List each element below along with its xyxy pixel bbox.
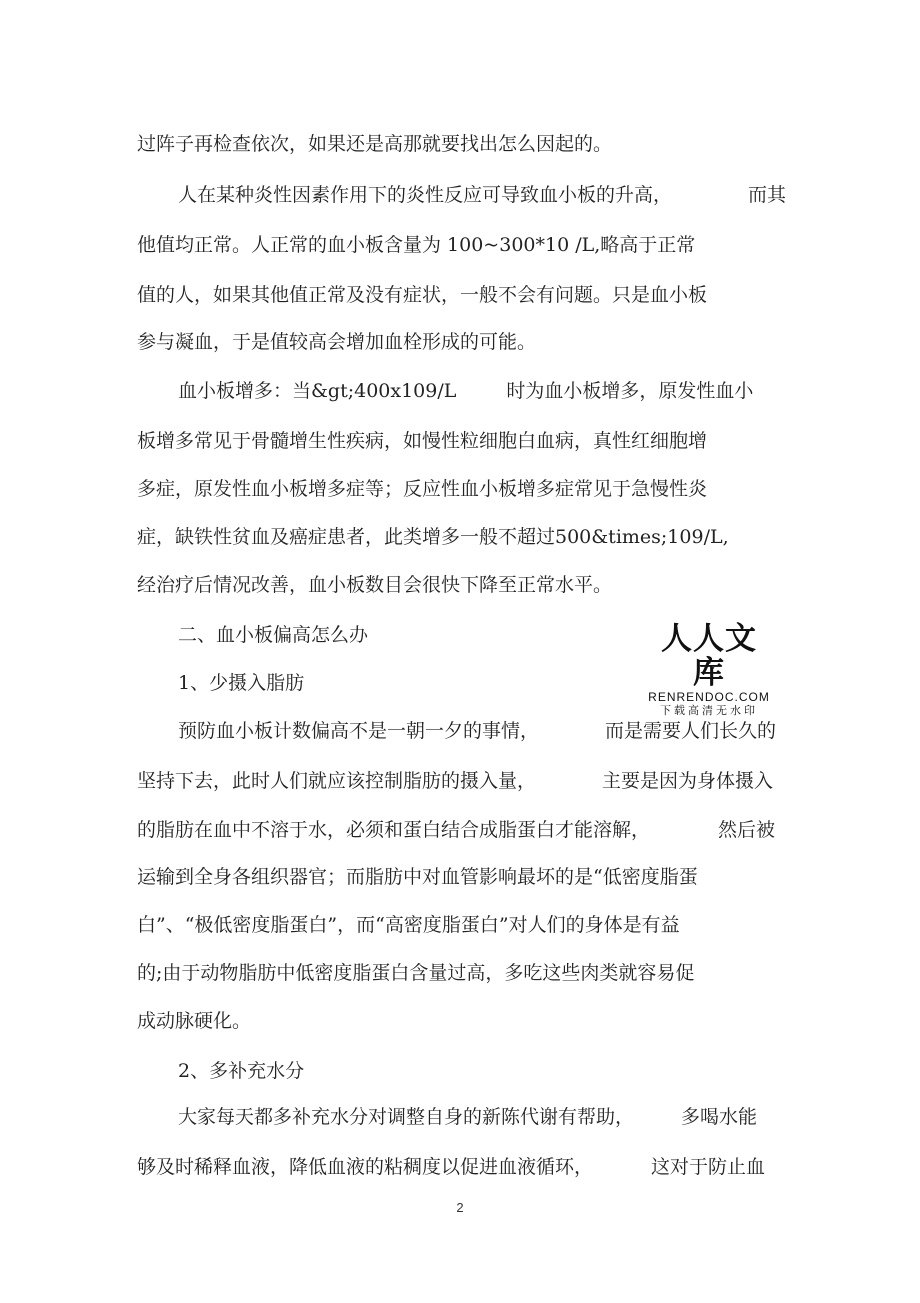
subsection-heading: 2、多补充水分: [178, 1060, 305, 1082]
watermark-url: RENRENDOC.COM: [648, 690, 770, 704]
watermark-subtitle: 下载高清无水印: [660, 704, 758, 717]
subsection-heading: 1、少摄入脂肪: [178, 672, 305, 694]
page-number: 2: [456, 1200, 464, 1215]
paragraph-line: 参与凝血，于是值较高会增加血栓形成的可能。: [137, 331, 537, 353]
paragraph-line: 多症，原发性血小板增多症等；反应性血小板增多症常见于急慢性炎: [137, 478, 708, 500]
paragraph-line: 坚持下去，此时人们就应该控制脂肪的摄入量， 主要是因为身体摄入: [137, 770, 774, 792]
paragraph-line: 的;由于动物脂肪中低密度脂蛋白含量过高，多吃这些肉类就容易促: [137, 962, 695, 984]
paragraph-line: 过阵子再检查依次，如果还是高那就要找出怎么因起的。: [137, 133, 613, 155]
paragraph-line: 运输到全身各组织器官；而脂肪中对血管影响最坏的是“低密度脂蛋: [137, 866, 698, 888]
paragraph-line: 板增多常见于骨髓增生性疾病，如慢性粒细胞白血病，真性红细胞增: [137, 430, 708, 452]
paragraph-line: 值的人，如果其他值正常及没有症状，一般不会有问题。只是血小板: [137, 284, 708, 306]
renrendoc-watermark: [646, 622, 772, 718]
paragraph-line: 够及时稀释血液，降低血液的粘稠度以促进血液循环， 这对于防止血: [137, 1156, 766, 1178]
paragraph-line: 大家每天都多补充水分对调整自身的新陈代谢有帮助， 多喝水能: [178, 1106, 758, 1128]
paragraph-line: 的脂肪在血中不溶于水，必须和蛋白结合成脂蛋白才能溶解， 然后被: [137, 819, 776, 841]
paragraph-line: 人在某种炎性因素作用下的炎性反应可导致血小板的升高， 而其: [178, 184, 787, 206]
paragraph-line: 症，缺铁性贫血及癌症患者，此类增多一般不超过500&times;109/L,: [137, 526, 729, 548]
section-heading: 二、血小板偏高怎么办: [178, 624, 369, 646]
paragraph-line: 血小板增多：当&gt;400x109/L 时为血小板增多，原发性血小: [178, 380, 754, 402]
paragraph-line: 成动脉硬化。: [137, 1010, 252, 1032]
paragraph-line: 经治疗后情况改善，血小板数目会很快下降至正常水平。: [137, 574, 613, 596]
paragraph-line: 白”、“极低密度脂蛋白”，而“高密度脂蛋白”对人们的身体是有益: [137, 914, 680, 936]
paragraph-line: 预防血小板计数偏高不是一朝一夕的事情， 而是需要人们长久的: [178, 720, 777, 742]
paragraph-line: 他值均正常。人正常的血小板含量为 100~300*10 /L,略高于正常: [137, 234, 696, 256]
watermark-title: 人人文库: [661, 621, 757, 691]
